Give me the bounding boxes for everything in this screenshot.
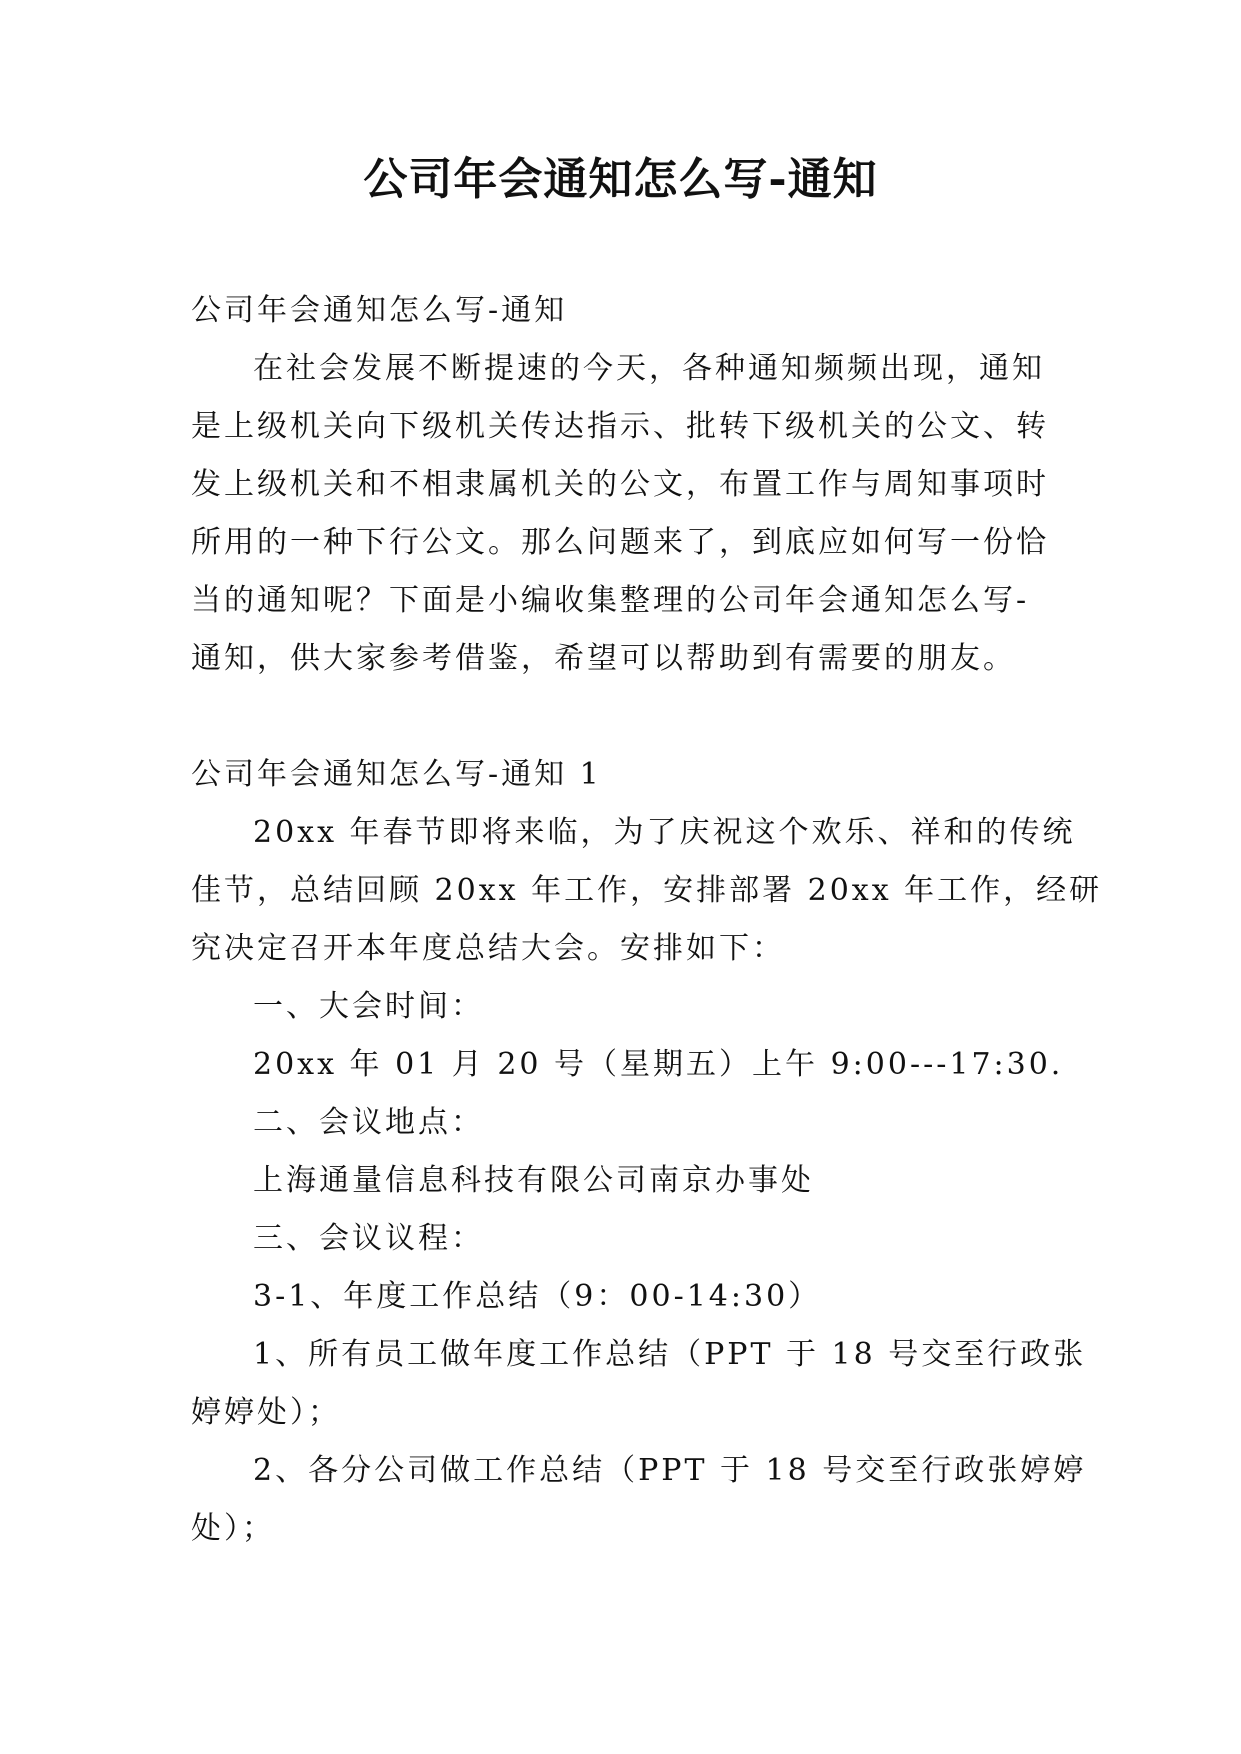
section-para-line: 佳节，总结回顾 20xx 年工作，安排部署 20xx 年工作，经研 — [191, 873, 1103, 908]
agenda-item-1-line: 1、所有员工做年度工作总结（PPT 于 18 号交至行政张 — [253, 1337, 1087, 1372]
intro-line: 通知，供大家参考借鉴，希望可以帮助到有需要的朋友。 — [191, 641, 1016, 676]
section-heading: 公司年会通知怎么写-通知 1 — [191, 757, 602, 792]
intro-line: 当的通知呢？下面是小编收集整理的公司年会通知怎么写- — [191, 583, 1030, 618]
intro-line: 是上级机关向下级机关传达指示、批转下级机关的公文、转 — [191, 409, 1049, 444]
time-value: 20xx 年 01 月 20 号（星期五）上午 9:00---17:30. — [253, 1047, 1064, 1082]
document-body — [191, 282, 1103, 1558]
section-para-line: 究决定召开本年度总结大会。安排如下： — [191, 931, 785, 966]
place-value: 上海通量信息科技有限公司南京办事处 — [253, 1163, 814, 1198]
intro-line: 在社会发展不断提速的今天，各种通知频频出现，通知 — [253, 351, 1045, 386]
time-heading: 一、大会时间： — [253, 989, 484, 1024]
section-para-line: 20xx 年春节即将来临，为了庆祝这个欢乐、祥和的传统 — [253, 815, 1076, 850]
agenda-heading: 三、会议议程： — [253, 1221, 484, 1256]
agenda-subheading: 3-1、年度工作总结（9：00-14:30） — [253, 1279, 822, 1314]
place-heading: 二、会议地点： — [253, 1105, 484, 1140]
document-subtitle: 公司年会通知怎么写-通知 — [191, 293, 568, 328]
agenda-item-1-line: 婷婷处）； — [191, 1395, 341, 1430]
intro-line: 发上级机关和不相隶属机关的公文，布置工作与周知事项时 — [191, 467, 1049, 502]
agenda-item-2-line: 处）； — [191, 1511, 275, 1546]
agenda-item-2-line: 2、各分公司做工作总结（PPT 于 18 号交至行政张婷婷 — [253, 1453, 1087, 1488]
paragraph-gap — [191, 688, 1051, 746]
intro-line: 所用的一种下行公文。那么问题来了，到底应如何写一份恰 — [191, 525, 1049, 560]
document-title: 公司年会通知怎么写-通知 — [363, 154, 878, 205]
